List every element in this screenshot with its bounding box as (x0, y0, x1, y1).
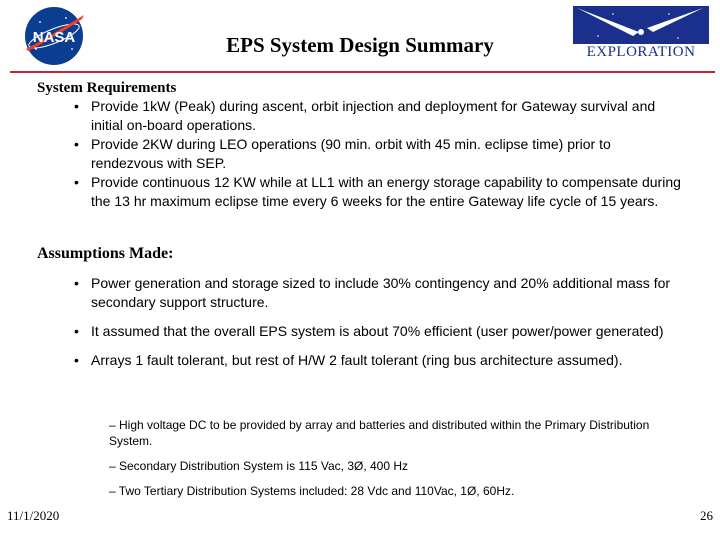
requirements-heading: System Requirements (37, 80, 177, 96)
title-divider (10, 71, 715, 73)
nasa-logo-text: NASA (32, 29, 76, 46)
requirement-item: • Provide 2KW during LEO operations (90 min. orbit with 45 min. eclipse time) prior to rendezvous with SEP. (74, 135, 684, 173)
exploration-logo (573, 6, 709, 62)
page-title: EPS System Design Summary (226, 33, 494, 57)
assumptions-list (74, 274, 674, 380)
footer-date: 11/1/2020 (7, 508, 60, 523)
assumptions-heading: Assumptions Made: (37, 245, 174, 262)
assumption-item: • Power generation and storage sized to include 30% contingency and 20% additional mass for secondary support structure. (74, 274, 674, 312)
requirement-item: • Provide continuous 12 KW while at LL1 with an energy storage capability to compensate during the 13 hr maximum eclipse time every 6 weeks for the entire Gateway life cycle of 15 years. (74, 173, 684, 211)
assumption-subitem: – High voltage DC to be provided by array and batteries and distributed within the Primary Distribution System. (109, 418, 650, 448)
assumption-item: • Arrays 1 fault tolerant, but rest of H/W 2 fault tolerant (ring bus architecture assumed). (74, 351, 674, 370)
exploration-logo-text: EXPLORATION (586, 44, 696, 60)
assumption-subitem: – Secondary Distribution System is 115 Vac, 3Ø, 400 Hz (109, 459, 409, 473)
assumption-subitems (109, 417, 684, 508)
assumption-subitem: – Two Tertiary Distribution Systems included: 28 Vdc and 110Vac, 1Ø, 60Hz. (109, 484, 515, 498)
requirement-item: • Provide 1kW (Peak) during ascent, orbit injection and deployment for Gateway survival and initial on-board operations. (74, 97, 684, 135)
requirements-list (74, 97, 684, 211)
assumption-item: • It assumed that the overall EPS system is about 70% efficient (user power/power generated) (74, 322, 674, 341)
exploration-logo-emblem (573, 6, 709, 44)
page-number: 26 (700, 508, 713, 523)
